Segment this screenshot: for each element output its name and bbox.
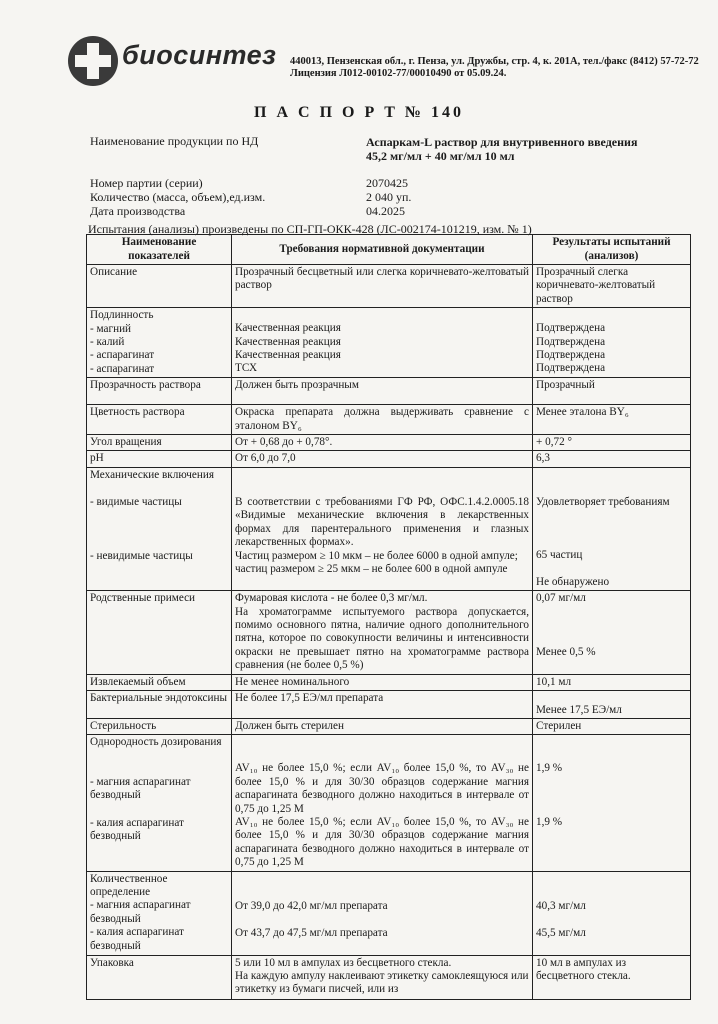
row-result: + 0,72 ° <box>533 435 691 451</box>
header-requirements: Требования нормативной документации <box>232 235 533 265</box>
table-row <box>87 378 691 405</box>
document-title: П А С П О Р Т № 140 <box>254 104 464 121</box>
row-req-para: Фумаровая кислота - не более 0,3 мг/мл. <box>235 592 428 605</box>
row-req-line: Качественная реакция <box>235 335 341 348</box>
row-res-line: 40,3 мг/мл <box>536 899 586 912</box>
table-row <box>87 718 691 734</box>
row-requirement <box>232 735 533 871</box>
row-req-para: AV₁₀ не более 15,0 %; если AV₁₀ более 15,0 %, то AV₃₀ не более 15,0 % и для 30/30 образцов содержание магния аспарагината безводного должно находиться в интервале от 0,75 до 1,25 М <box>235 815 529 869</box>
row-result: Менее эталона BY₆ <box>533 405 691 435</box>
row-result <box>533 467 691 590</box>
row-req-line: Качественная реакция <box>235 349 341 362</box>
row-name-line: - магния аспарагинат безводный <box>90 775 191 802</box>
company-license: Лицензия Л012-00102-77/00010490 от 05.09.24. <box>290 68 507 79</box>
row-res-line: Менее 0,5 % <box>536 645 596 658</box>
row-requirement: От 6,0 до 7,0 <box>232 451 533 467</box>
product-value: Аспаркам-L раствор для внутривенного введения 45,2 мг/мл + 40 мг/мл 10 мл <box>366 135 638 163</box>
row-name-line: - калия аспарагинат безводный <box>90 926 184 952</box>
quantity-value: 2 040 уп. <box>366 190 412 204</box>
row-name-line: Механические включения <box>90 468 214 481</box>
row-req-para: AV₁₀ не более 15,0 %; если AV₁₀ более 15,0 %, то AV₃₀ не более 15,0 % и для 30/30 образцов содержание магния аспарагината безводного должно находиться в интервале от 0,75 до 1,25 М <box>235 762 529 815</box>
row-name: Родственные примеси <box>87 591 232 674</box>
date-label: Дата производства <box>90 204 186 218</box>
row-name-line: - невидимые частицы <box>90 549 193 562</box>
row-res-line: 45,5 мг/мл <box>536 927 586 939</box>
row-name-line: - калия аспарагинат безводный <box>90 816 184 842</box>
table-row <box>87 265 691 308</box>
row-req-para: частиц размером ≥ 25 мкм – не более 600 в одной ампуле <box>235 562 508 575</box>
row-req-para: На хроматограмме испытуемого раствора допускается, помимо основного пятна, наличие одного дополнительного пятна, которое по совокупности величины и интенсивности окраски не превышает пятно на хроматограмме раствора сравнения (не более 0,5 %) <box>235 605 529 672</box>
row-name <box>87 871 232 955</box>
table-row <box>87 591 691 674</box>
company-logo <box>66 34 276 88</box>
row-requirement <box>232 591 533 674</box>
row-result: 6,3 <box>533 451 691 467</box>
cross-logo-icon <box>66 34 120 88</box>
row-name-line: Однородность дозирования <box>90 736 222 749</box>
row-name: Бактериальные эндотоксины <box>87 690 232 718</box>
test-results-table <box>86 234 691 1000</box>
row-name-line: - калий <box>90 336 125 349</box>
row-res-line: Подтверждена <box>536 322 606 335</box>
table-row <box>87 467 691 590</box>
table-row <box>87 451 691 467</box>
row-requirement: Прозрачный бесцветный или слегка коричневато-желтоватый раствор <box>232 265 533 308</box>
table-row <box>87 308 691 378</box>
date-value: 04.2025 <box>366 204 405 218</box>
row-res-line: 1,9 % <box>536 815 563 828</box>
table-row <box>87 735 691 871</box>
row-res-line: 65 частиц <box>536 549 583 562</box>
row-result <box>533 308 691 378</box>
row-result: 10,1 мл <box>533 674 691 690</box>
row-requirement <box>232 955 533 999</box>
logo-text: биосинтез <box>122 40 277 70</box>
table-row <box>87 690 691 718</box>
row-res-line: Не обнаружено <box>536 575 610 588</box>
batch-label: Номер партии (серии) <box>90 176 203 190</box>
row-requirement: От + 0,68 до + 0,78°. <box>232 435 533 451</box>
row-requirement <box>232 871 533 955</box>
row-res-line: Подтверждена <box>536 349 606 362</box>
row-req-line: От 39,0 до 42,0 мг/мл препарата <box>235 899 388 912</box>
company-details <box>290 56 699 80</box>
row-result <box>533 871 691 955</box>
row-name: Извлекаемый объем <box>87 674 232 690</box>
row-res-line: Подтверждена <box>536 335 606 348</box>
row-req-para: В соответствии с требованиями ГФ РФ, ОФС.1.4.2.0005.18 «Видимые механические включения в лекарственных формах для парентерального применения и глазных лекарственных формах». <box>235 495 529 549</box>
row-requirement <box>232 308 533 378</box>
batch-value: 2070425 <box>366 176 408 190</box>
row-name-line: - аспарагинат <box>90 362 155 375</box>
row-requirement: Не более 17,5 ЕЭ/мл препарата <box>232 690 533 718</box>
row-req-line: Качественная реакция <box>235 322 341 335</box>
row-name-line: - аспарагинат <box>90 349 155 362</box>
row-result <box>533 591 691 674</box>
row-res-line: 1,9 % <box>536 762 563 775</box>
row-requirement: Не менее номинального <box>232 674 533 690</box>
table-row <box>87 955 691 999</box>
row-name: Стерильность <box>87 718 232 734</box>
row-req-para: На каждую ампулу наклеивают этикетку самоклеящуюся или этикетку из бумаги писчей, или из <box>235 970 529 996</box>
row-name: pH <box>87 451 232 467</box>
header-results: Результаты испытаний (анализов) <box>533 235 691 265</box>
row-name: Прозрачность раствора <box>87 378 232 405</box>
row-name: Описание <box>87 265 232 308</box>
row-req-para: Частиц размером ≥ 10 мкм – не более 6000 в одной ампуле; <box>235 549 518 562</box>
company-address: 440013, Пензенская обл., г. Пенза, ул. Дружбы, стр. 4, к. 201А, тел./факс (8412) 57-72-72 <box>290 56 699 67</box>
row-name-line: - магния аспарагинат безводный <box>90 899 191 925</box>
table-row <box>87 674 691 690</box>
row-result <box>533 735 691 871</box>
row-requirement: Окраска препарата должна выдерживать сравнение с эталоном BY₆ <box>232 405 533 435</box>
row-res-line: Подтверждена <box>536 362 606 375</box>
row-result: Прозрачный слегка коричневато-желтоватый раствор <box>533 265 691 308</box>
row-name-line: - видимые частицы <box>90 496 182 509</box>
table-row <box>87 435 691 451</box>
row-requirement: Должен быть прозрачным <box>232 378 533 405</box>
row-name: Упаковка <box>87 955 232 999</box>
product-label: Наименование продукции по НД <box>90 134 259 148</box>
row-req-para: 5 или 10 мл в ампулах из бесцветного стекла. <box>235 956 452 969</box>
row-requirement: Должен быть стерилен <box>232 718 533 734</box>
header-indicator: Наименование показателей <box>87 235 232 265</box>
row-name <box>87 308 232 378</box>
row-name-line: Количественное определение <box>90 872 168 898</box>
row-name-line: Подлинность <box>90 309 154 322</box>
row-requirement <box>232 467 533 590</box>
tests-standard-line: Испытания (анализы) произведены по СП-ГП-ОКК-428 (ЛС-002174-101219, изм. № 1) <box>88 222 532 236</box>
row-name: Угол вращения <box>87 435 232 451</box>
row-req-line: От 43,7 до 47,5 мг/мл препарата <box>235 927 388 939</box>
row-res-line: 0,07 мг/мл <box>536 592 586 605</box>
row-res-line: Удовлетворяет требованиям <box>536 495 670 508</box>
table-row <box>87 871 691 955</box>
row-name <box>87 467 232 590</box>
table-row <box>87 405 691 435</box>
row-req-line: ТСХ <box>235 362 258 375</box>
row-result: 10 мл в ампулах из бесцветного стекла. <box>533 955 691 999</box>
row-name: Цветность раствора <box>87 405 232 435</box>
row-result: Менее 17,5 ЕЭ/мл <box>533 690 691 718</box>
row-result: Прозрачный <box>533 378 691 405</box>
table-header-row <box>87 235 691 265</box>
row-name-line: - магний <box>90 322 132 335</box>
row-result: Стерилен <box>533 718 691 734</box>
row-name <box>87 735 232 871</box>
quantity-label: Количество (масса, объем),ед.изм. <box>90 190 266 204</box>
